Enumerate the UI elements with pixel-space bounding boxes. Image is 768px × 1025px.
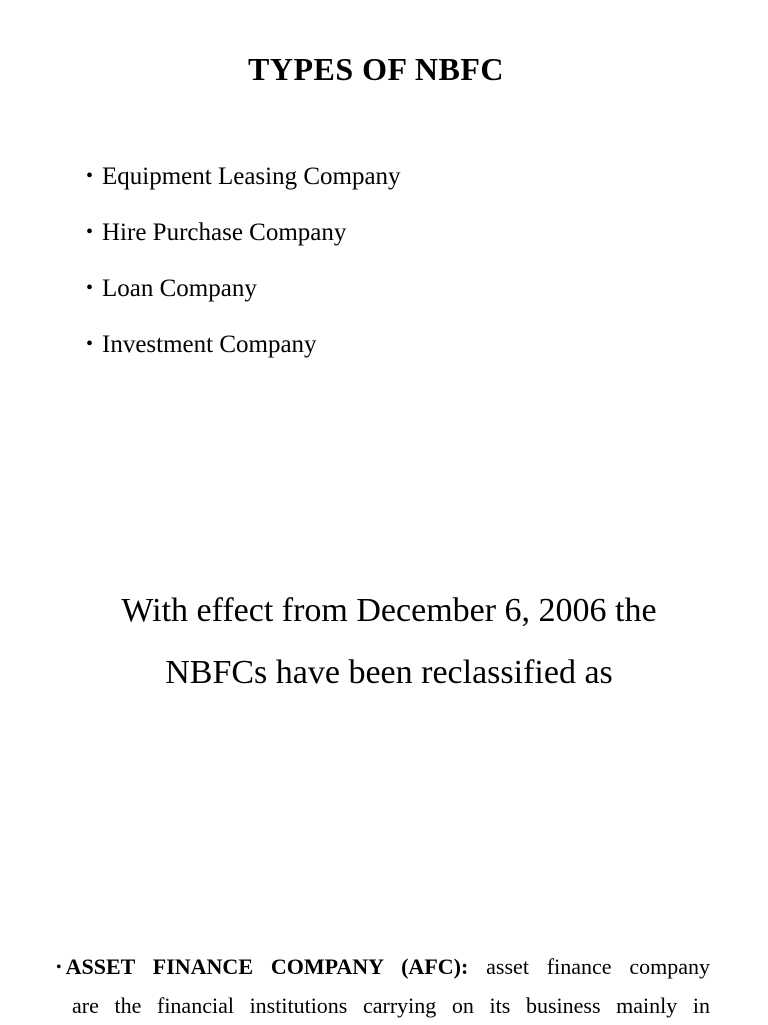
bullet-icon: • [86, 165, 94, 187]
afc-line-2: are the financial institutions carrying on its business mainly in [72, 993, 710, 1018]
afc-term: ASSET FINANCE COMPANY (AFC): [65, 954, 469, 979]
bullet-icon: • [56, 959, 62, 976]
list-item-label: Loan Company [102, 275, 257, 302]
list-item [86, 260, 401, 316]
list-item-label: Investment Company [102, 331, 317, 358]
list-item [86, 204, 401, 260]
list-item [86, 316, 401, 372]
afc-line-1 [56, 948, 710, 987]
bullet-icon: • [86, 333, 94, 355]
nbfc-types-list [86, 148, 401, 372]
reclassification-statement [0, 580, 768, 704]
afc-line-1-text: asset finance company [486, 954, 711, 979]
list-item-label: Hire Purchase Company [102, 219, 347, 246]
reclassification-line-1: With effect from December 6, 2006 the [121, 592, 657, 629]
list-item-label: Equipment Leasing Company [102, 163, 401, 190]
reclassification-line-2: NBFCs have been reclassified as [165, 654, 613, 691]
afc-paragraph [56, 948, 710, 1025]
bullet-icon: • [86, 221, 94, 243]
bullet-icon: • [86, 277, 94, 299]
page-title: TYPES OF NBFC [248, 51, 504, 87]
list-item [86, 148, 401, 204]
